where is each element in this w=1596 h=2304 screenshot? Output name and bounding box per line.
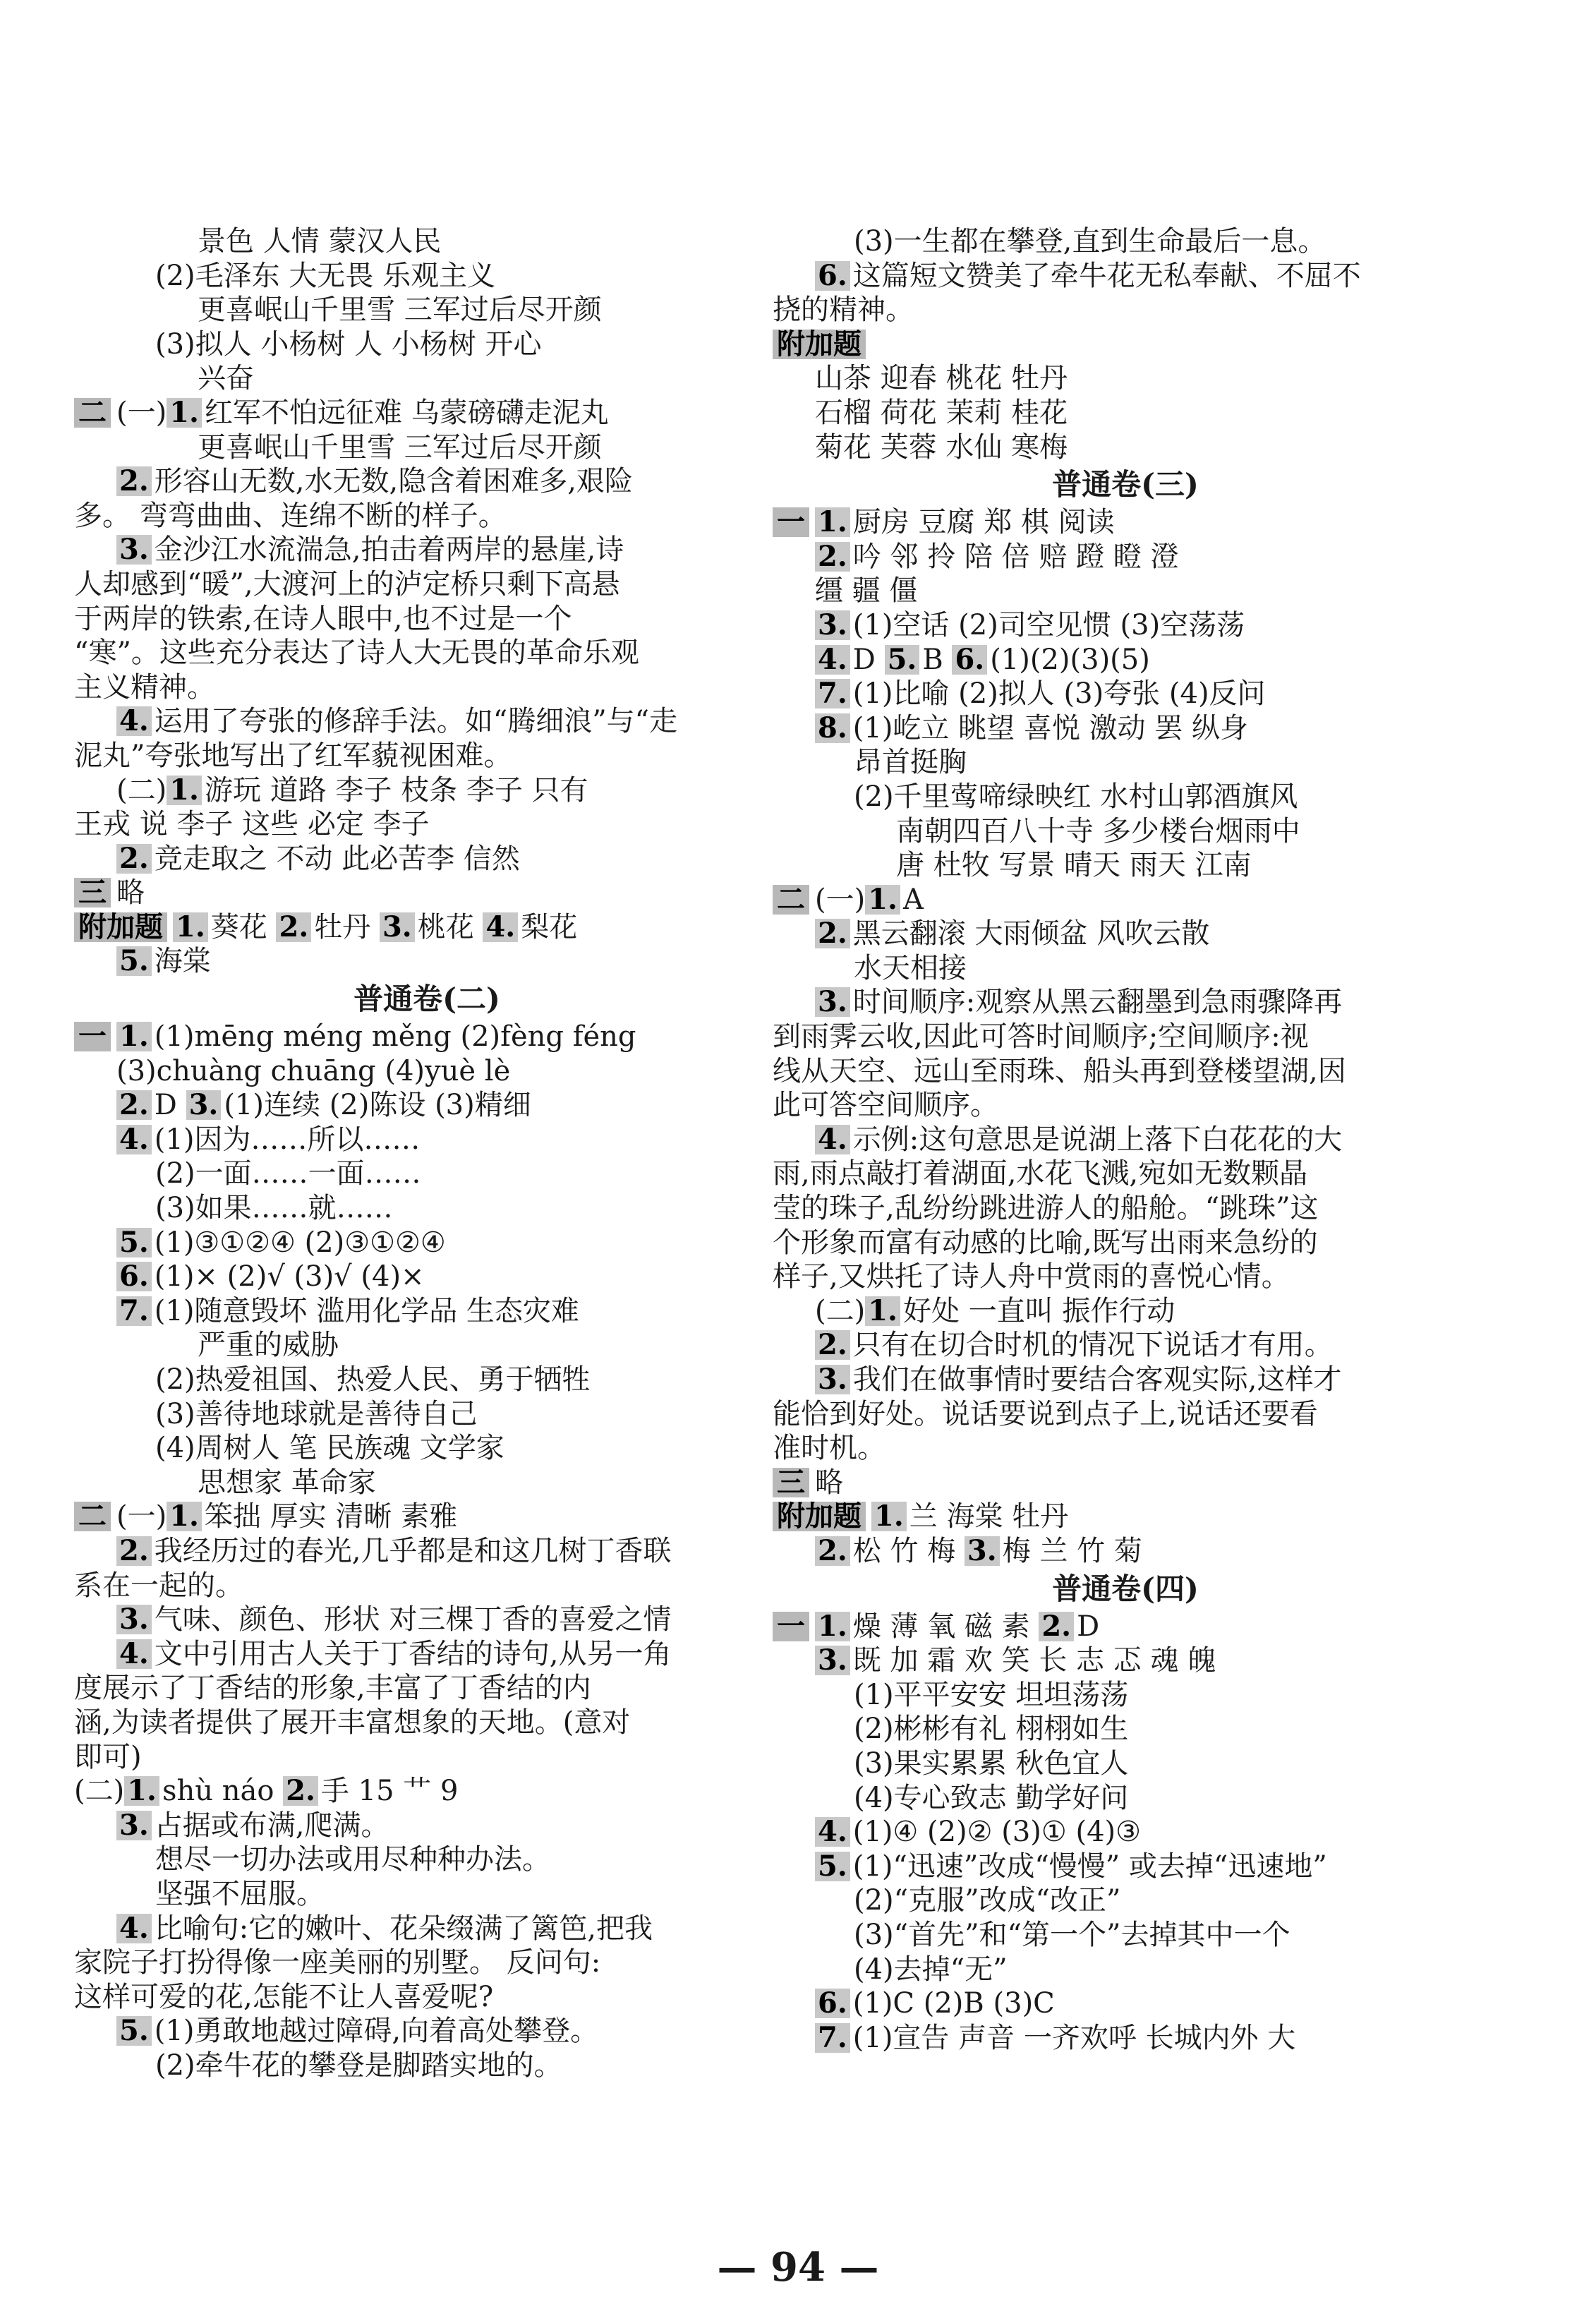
- question-number: 6.: [815, 261, 850, 291]
- question-number: 2.: [815, 919, 850, 948]
- answer-text: 南朝四百八十寺 多少楼台烟雨中: [896, 814, 1300, 848]
- answer-line: [74, 1431, 780, 1466]
- answer-text: 既 加 霜 欢 笑 长 志 忑 魂 魄: [852, 1644, 1216, 1677]
- answer-text: 海棠: [154, 945, 211, 978]
- answer-line: [773, 848, 1478, 883]
- answer-text: (4)专心致志 勤学好问: [854, 1781, 1129, 1814]
- answer-text: (4)去掉“无”: [854, 1953, 1008, 1986]
- answer-text: 这样可爱的花,怎能不让人喜爱呢?: [74, 1980, 494, 2013]
- answer-line: [773, 430, 1478, 465]
- answer-text: (1)屹立 眺望 喜悦 激动 罢 纵身: [852, 711, 1248, 744]
- answer-text: 红军不怕远征难 乌蒙磅礴走泥丸: [204, 396, 609, 429]
- answer-text: (1)④ (2)② (3)① (4)③: [852, 1816, 1141, 1849]
- answer-text: (3)善待地球就是善待自己: [155, 1397, 478, 1430]
- answer-line: [74, 944, 780, 979]
- answer-text: (一): [116, 1500, 167, 1533]
- answer-line: [74, 1500, 780, 1534]
- question-number: 7.: [815, 679, 850, 708]
- answer-text: 葵花: [210, 910, 277, 943]
- answer-text: 莹的珠子,乱纷纷跳进游人的船舱。“跳珠”这: [773, 1192, 1319, 1225]
- answer-text: 昂首挺胸: [854, 746, 967, 779]
- answer-text: 雨,雨点敲打着湖面,水花飞溅,宛如无数颗晶: [773, 1157, 1308, 1190]
- answer-line: [74, 464, 780, 499]
- question-number: 5.: [815, 1852, 850, 1881]
- left-column: [74, 224, 780, 2082]
- answer-text: 普通卷(四): [1052, 1571, 1199, 1606]
- answer-line: [773, 643, 1478, 677]
- answer-line: [74, 430, 780, 465]
- answer-line: [773, 745, 1478, 780]
- answer-line: [773, 1918, 1478, 1953]
- answer-text: B: [922, 643, 953, 676]
- answer-text: 涵,为读者提供了展开丰富想象的天地。(意对: [74, 1706, 631, 1739]
- question-number: 2.: [116, 844, 152, 874]
- answer-text: 石榴 荷花 茉莉 桂花: [815, 396, 1068, 429]
- answer-text: (3)“首先”和“第一个”去掉其中一个: [854, 1918, 1290, 1951]
- answer-text: 景色 人情 蒙汉人民: [198, 225, 442, 258]
- answer-text: 燥 薄 氧 磁 素: [852, 1610, 1039, 1643]
- answer-text: 挠的精神。: [773, 294, 914, 327]
- question-number: 1.: [167, 1502, 202, 1531]
- answer-line: [74, 910, 780, 945]
- answer-text: 游玩 道路 李子 枝条 李子 只有: [204, 773, 588, 807]
- answer-text: 主义精神。: [74, 670, 215, 704]
- question-number: 4.: [116, 706, 152, 736]
- answer-line: [773, 1328, 1478, 1363]
- question-number: 3.: [116, 535, 152, 565]
- answer-text: D: [852, 643, 885, 676]
- answer-line: [773, 1363, 1478, 1397]
- question-number: 7.: [815, 2023, 850, 2053]
- answer-line: [74, 602, 780, 637]
- answer-text: 个形象而富有动感的比喻,既写出雨来急纷的: [773, 1226, 1318, 1259]
- answer-line: [74, 1740, 780, 1775]
- answer-text: 更喜岷山千里雪 三军过后尽开颜: [198, 430, 602, 464]
- answer-line: [773, 1088, 1478, 1123]
- answer-line: [74, 842, 780, 876]
- answer-line: [74, 1260, 780, 1294]
- answer-text: shù náo: [162, 1775, 284, 1808]
- answer-text: (2)“克服”改成“改正”: [854, 1884, 1121, 1917]
- question-number: 1.: [815, 1612, 850, 1641]
- answer-text: 竞走取之 不动 此必苦李 信然: [154, 842, 520, 875]
- answer-line: [773, 1815, 1478, 1850]
- answer-text: 样子,又烘托了诗人舟中赏雨的喜悦心情。: [773, 1260, 1290, 1293]
- answer-line: [773, 1953, 1478, 1987]
- answer-line: [74, 1328, 780, 1363]
- answer-line: [74, 670, 780, 705]
- answer-text: 能恰到好处。说话要说到点子上,说话还要看: [773, 1397, 1318, 1430]
- answer-text: (1)空话 (2)司空见惯 (3)空荡荡: [852, 608, 1245, 641]
- answer-line: [74, 1603, 780, 1637]
- answer-text: 到雨霁云收,因此可答时间顺序;空间顺序:视: [773, 1020, 1309, 1054]
- section-tag: 三: [773, 1468, 809, 1497]
- question-number: 3.: [815, 610, 850, 640]
- question-number: 1.: [815, 507, 850, 537]
- answer-line: [74, 1294, 780, 1329]
- answer-text: (1)比喻 (2)拟人 (3)夸张 (4)反问: [852, 677, 1266, 711]
- answer-text: (4)周树人 笔 民族魂 文学家: [155, 1432, 504, 1465]
- answer-text: 即可): [74, 1740, 142, 1773]
- answer-text: 家院子打扮得像一座美丽的别墅。 反问句:: [74, 1946, 601, 1979]
- answer-text: 手 15 艹 9: [320, 1775, 459, 1808]
- answer-text: (1)“迅速”改成“慢慢” 或去掉“迅速地”: [852, 1850, 1327, 1883]
- answer-line: [773, 883, 1478, 917]
- answer-text: 泥丸”夸张地写出了红军藐视困难。: [74, 739, 512, 772]
- question-number: 1.: [124, 1776, 159, 1806]
- section-tag: 一: [773, 1612, 809, 1641]
- answer-text: 形容山无数,水无数,隐含着困难多,艰险: [154, 465, 633, 498]
- answer-line: [74, 636, 780, 670]
- answer-line: [773, 2021, 1478, 2056]
- answer-text: 好处 一直叫 振作行动: [902, 1294, 1175, 1327]
- answer-text: 严重的威胁: [198, 1329, 339, 1362]
- answer-line: [74, 396, 780, 430]
- answer-line: [74, 1671, 780, 1706]
- question-number: 6.: [116, 1262, 152, 1291]
- answer-text: (2)毛泽东 大无畏 乐观主义: [155, 259, 496, 292]
- question-number: 1.: [167, 398, 202, 428]
- answer-line: [773, 540, 1478, 574]
- answer-text: (1)宣告 声音 一齐欢呼 长城内外 大: [852, 2021, 1296, 2054]
- answer-line: [74, 1877, 780, 1912]
- question-number: 1.: [116, 1022, 152, 1051]
- answer-line: [773, 1397, 1478, 1432]
- answer-line: [74, 1980, 780, 2015]
- answer-text: (2)热爱祖国、热爱人民、勇于牺牲: [155, 1363, 591, 1396]
- answer-line: [773, 780, 1478, 814]
- answer-text: 示例:这句意思是说湖上落下白花花的大: [852, 1123, 1343, 1156]
- answer-text: 坚强不屈服。: [155, 1877, 325, 1910]
- answer-line: [773, 259, 1478, 294]
- answer-line: [773, 1850, 1478, 1884]
- answer-text: (1)(2)(3)(5): [990, 643, 1150, 676]
- question-number: 1.: [871, 1502, 907, 1531]
- question-number: 1.: [167, 776, 202, 805]
- answer-text: 气味、颜色、形状 对三棵丁香的喜爱之情: [154, 1603, 672, 1636]
- answer-text: 桃花: [417, 910, 483, 943]
- answer-text: 这篇短文赞美了牵牛花无私奉献、不屈不: [852, 259, 1361, 292]
- answer-text: 运用了夸张的修辞手法。如“腾细浪”与“走: [154, 705, 678, 738]
- answer-line: [74, 1054, 780, 1089]
- answer-text: (3)一生都在攀登,直到生命最后一息。: [854, 225, 1326, 258]
- question-number: 3.: [815, 987, 850, 1017]
- question-number: 2.: [815, 542, 850, 572]
- answer-text: 略: [116, 876, 145, 910]
- answer-line: [74, 1226, 780, 1260]
- answer-line: [74, 2049, 780, 2083]
- answer-line: [74, 1912, 780, 1946]
- answer-text: 于两岸的铁索,在诗人眼中,也不过是一个: [74, 602, 572, 635]
- question-number: 4.: [815, 1125, 850, 1154]
- answer-line: [773, 224, 1478, 259]
- answer-text: (2)牵牛花的攀登是脚踏实地的。: [155, 2049, 562, 2082]
- answer-line: [773, 1986, 1478, 2021]
- answer-text: (3)果实累累 秋色宜人: [854, 1747, 1129, 1780]
- answer-text: 系在一起的。: [74, 1569, 243, 1602]
- answer-text: 梨花: [521, 910, 578, 943]
- question-number: 3.: [380, 912, 415, 942]
- answer-text: (2)彬彬有礼 栩栩如生: [854, 1713, 1129, 1746]
- answer-text: 缰 疆 僵: [815, 574, 918, 608]
- answer-line: [74, 499, 780, 533]
- answer-line: [773, 1260, 1478, 1294]
- answer-line: [74, 1637, 780, 1672]
- answer-text: (1)勇敢地越过障碍,向着高处攀登。: [154, 2015, 599, 2048]
- question-number: 2.: [116, 1536, 152, 1566]
- answer-text: (1)C (2)B (3)C: [852, 1987, 1055, 2020]
- answer-line: [74, 1191, 780, 1226]
- question-number: 7.: [116, 1296, 152, 1326]
- answer-line: [74, 327, 780, 362]
- section-tag: 附加题: [773, 1502, 866, 1531]
- answer-text: A: [902, 883, 924, 916]
- question-number: 5.: [116, 946, 152, 976]
- answer-text: 文中引用古人关于丁香结的诗句,从另一角: [154, 1637, 672, 1670]
- question-number: 4.: [116, 1125, 152, 1154]
- answer-line: [773, 917, 1478, 951]
- answer-line: [74, 1569, 780, 1603]
- answer-text: 准时机。: [773, 1432, 885, 1465]
- question-number: 3.: [815, 1646, 850, 1675]
- question-number: 4.: [815, 1817, 850, 1847]
- answer-text: 普通卷(三): [1052, 467, 1199, 502]
- question-number: 4.: [116, 1639, 152, 1669]
- question-number: 5.: [116, 1228, 152, 1257]
- answer-text: (1)平平安安 坦坦荡荡: [854, 1678, 1129, 1711]
- answer-text: 线从天空、远山至雨珠、船头再到登楼望湖,因: [773, 1054, 1346, 1087]
- question-number: 2.: [283, 1776, 318, 1806]
- answer-text: D: [1077, 1610, 1100, 1643]
- answer-line: [773, 1747, 1478, 1781]
- answer-line: [74, 1534, 780, 1569]
- section-tag: 二: [773, 885, 809, 915]
- answer-text: 时间顺序:观察从黑云翻墨到急雨骤降再: [852, 986, 1343, 1019]
- answer-text: (1)因为……所以……: [154, 1123, 421, 1156]
- answer-line: [773, 677, 1478, 711]
- section-title: [773, 464, 1478, 505]
- answer-text: 此可答空间顺序。: [773, 1089, 998, 1122]
- question-number: 4.: [116, 1914, 152, 1943]
- answer-line: [773, 1020, 1478, 1054]
- answer-text: (2)一面……一面……: [155, 1157, 421, 1190]
- answer-line: [74, 1809, 780, 1843]
- answer-text: D: [154, 1089, 186, 1122]
- answer-text: 只有在切合时机的情况下说话才有用。: [852, 1329, 1333, 1362]
- answer-text: 松 竹 梅: [852, 1534, 965, 1567]
- answer-text: (1)③①②④ (2)③①②④: [154, 1226, 446, 1259]
- answer-text: 黑云翻滚 大雨倾盆 风吹云散: [852, 917, 1210, 951]
- answer-line: [74, 739, 780, 773]
- section-title: [773, 1569, 1478, 1610]
- question-number: 5.: [885, 645, 920, 675]
- answer-text: 山茶 迎春 桃花 牡丹: [815, 362, 1068, 395]
- answer-text: “寒”。这些充分表达了诗人大无畏的革命乐观: [74, 637, 639, 670]
- section-tag: 附加题: [773, 330, 866, 359]
- answer-text: 梅 兰 竹 菊: [1002, 1534, 1142, 1567]
- question-number: 4.: [483, 912, 518, 942]
- answer-text: (3)chuàng chuāng (4)yuè lè: [116, 1054, 511, 1087]
- answer-text: 比喻句:它的嫩叶、花朵缀满了篱笆,把我: [154, 1912, 653, 1945]
- answer-line: [74, 1466, 780, 1500]
- answer-line: [773, 985, 1478, 1020]
- answer-line: [773, 1610, 1478, 1644]
- answer-line: [74, 1397, 780, 1432]
- answer-text: (二): [74, 1775, 125, 1808]
- answer-text: 想尽一切办法或用尽种种办法。: [155, 1843, 550, 1876]
- question-number: 1.: [173, 912, 208, 942]
- answer-line: [773, 505, 1478, 540]
- answer-line: [773, 1534, 1478, 1569]
- question-number: 2.: [1039, 1612, 1074, 1641]
- question-number: 3.: [116, 1605, 152, 1634]
- answer-line: [773, 814, 1478, 849]
- answer-text: (1)随意毁坏 滥用化学品 生态灾难: [154, 1294, 579, 1327]
- question-number: 3.: [965, 1536, 1000, 1566]
- answer-line: [773, 1466, 1478, 1500]
- section-tag: 附加题: [74, 912, 167, 942]
- answer-text: (一): [116, 396, 167, 429]
- answer-line: [773, 608, 1478, 643]
- question-number: 1.: [865, 1296, 900, 1326]
- answer-text: 兴奋: [198, 362, 254, 395]
- question-number: 8.: [815, 713, 850, 743]
- section-tag: 二: [74, 1502, 111, 1531]
- question-number: 6.: [952, 645, 987, 675]
- answer-line: [74, 1774, 780, 1809]
- question-number: 3.: [116, 1811, 152, 1840]
- question-number: 4.: [815, 645, 850, 675]
- answer-text: 更喜岷山千里雪 三军过后尽开颜: [198, 294, 602, 327]
- answer-line: [773, 1226, 1478, 1260]
- section-tag: 二: [74, 398, 111, 428]
- question-number: 2.: [276, 912, 311, 942]
- question-number: 2.: [116, 466, 152, 496]
- section-tag: 一: [74, 1022, 111, 1051]
- answer-text: 我经历过的春光,几乎都是和这几树丁香联: [154, 1534, 672, 1567]
- answer-line: [74, 773, 780, 808]
- answer-text: 唐 杜牧 写景 晴天 雨天 江南: [896, 849, 1252, 882]
- answer-line: [773, 327, 1478, 362]
- answer-line: [773, 1781, 1478, 1816]
- answer-line: [74, 1088, 780, 1123]
- page-number: — 94 —: [717, 2244, 879, 2291]
- answer-text: 菊花 芙蓉 水仙 寒梅: [815, 430, 1068, 464]
- answer-line: [773, 293, 1478, 327]
- answer-line: [773, 1123, 1478, 1157]
- answer-line: [74, 2014, 780, 2049]
- answer-line: [74, 533, 780, 567]
- answer-text: 人却感到“暖”,大渡河上的泸定桥只剩下高悬: [74, 567, 620, 601]
- answer-line: [773, 1678, 1478, 1713]
- answer-text: (二): [815, 1294, 866, 1327]
- answer-text: 金沙江水流湍急,拍击着两岸的悬崖,诗: [154, 533, 624, 567]
- answer-text: (1)mēng méng měng (2)fèng féng: [154, 1020, 636, 1054]
- answer-line: [74, 1842, 780, 1877]
- question-number: 6.: [815, 1989, 850, 2018]
- answer-line: [74, 807, 780, 842]
- answer-line: [74, 1363, 780, 1397]
- answer-line: [773, 1054, 1478, 1089]
- answer-line: [773, 361, 1478, 396]
- section-tag: 三: [74, 878, 111, 907]
- right-column: [773, 224, 1478, 2055]
- answer-text: 王戎 说 李子 这些 必定 李子: [74, 808, 430, 841]
- answer-text: 厨房 豆腐 郑 棋 阅读: [852, 506, 1115, 539]
- answer-text: 普通卷(二): [353, 982, 500, 1017]
- answer-line: [773, 574, 1478, 608]
- answer-text: (2)千里莺啼绿映红 水村山郭酒旗风: [854, 780, 1298, 813]
- answer-text: 我们在做事情时要结合客观实际,这样才: [852, 1363, 1342, 1396]
- question-number: 3.: [186, 1090, 222, 1120]
- answer-line: [773, 1643, 1478, 1678]
- question-number: 3.: [815, 1365, 850, 1394]
- answer-text: 略: [815, 1466, 843, 1499]
- question-number: 2.: [815, 1536, 850, 1566]
- answer-text: 水天相接: [854, 951, 967, 984]
- answer-text: 笨拙 厚实 清晰 素雅: [204, 1500, 458, 1533]
- answer-line: [74, 876, 780, 910]
- answer-text: (1)× (2)√ (3)√ (4)×: [154, 1260, 425, 1293]
- answer-line: [74, 361, 780, 396]
- question-number: 2.: [116, 1090, 152, 1120]
- answer-line: [74, 293, 780, 327]
- answer-text: (3)拟人 小杨树 人 小杨树 开心: [155, 327, 542, 361]
- answer-text: (1)连续 (2)陈设 (3)精细: [224, 1089, 531, 1122]
- answer-line: [773, 1157, 1478, 1191]
- answer-line: [773, 1431, 1478, 1466]
- answer-text: 牡丹: [314, 910, 380, 943]
- question-number: 2.: [815, 1330, 850, 1360]
- answer-text: 多。 弯弯曲曲、连绵不断的样子。: [74, 499, 507, 532]
- answer-line: [773, 1712, 1478, 1747]
- answer-text: 思想家 革命家: [198, 1466, 376, 1499]
- answer-line: [74, 1123, 780, 1157]
- answer-text: (3)如果……就……: [155, 1192, 393, 1225]
- section-tag: 一: [773, 507, 809, 537]
- section-title: [74, 979, 780, 1020]
- answer-line: [74, 704, 780, 739]
- answer-line: [74, 1946, 780, 1980]
- answer-line: [773, 1294, 1478, 1329]
- answer-text: (一): [815, 883, 866, 916]
- answer-line: [74, 1157, 780, 1191]
- answer-line: [74, 1706, 780, 1740]
- answer-line: [773, 1500, 1478, 1534]
- answer-text: (二): [116, 773, 167, 807]
- question-number: 1.: [865, 885, 900, 915]
- answer-line: [74, 224, 780, 259]
- answer-line: [74, 259, 780, 294]
- answer-text: 占据或布满,爬满。: [154, 1809, 389, 1842]
- answer-line: [773, 951, 1478, 986]
- answer-line: [773, 711, 1478, 746]
- answer-line: [773, 396, 1478, 430]
- answer-line: [74, 1020, 780, 1054]
- answer-line: [773, 1883, 1478, 1918]
- question-number: 5.: [116, 2016, 152, 2046]
- answer-text: 吟 邻 拎 陪 倍 赔 蹬 瞪 澄: [852, 540, 1179, 573]
- answer-line: [773, 1191, 1478, 1226]
- answer-text: 度展示了丁香结的形象,丰富了丁香结的内: [74, 1672, 591, 1705]
- answer-text: 兰 海棠 牡丹: [909, 1500, 1069, 1533]
- answer-line: [74, 567, 780, 602]
